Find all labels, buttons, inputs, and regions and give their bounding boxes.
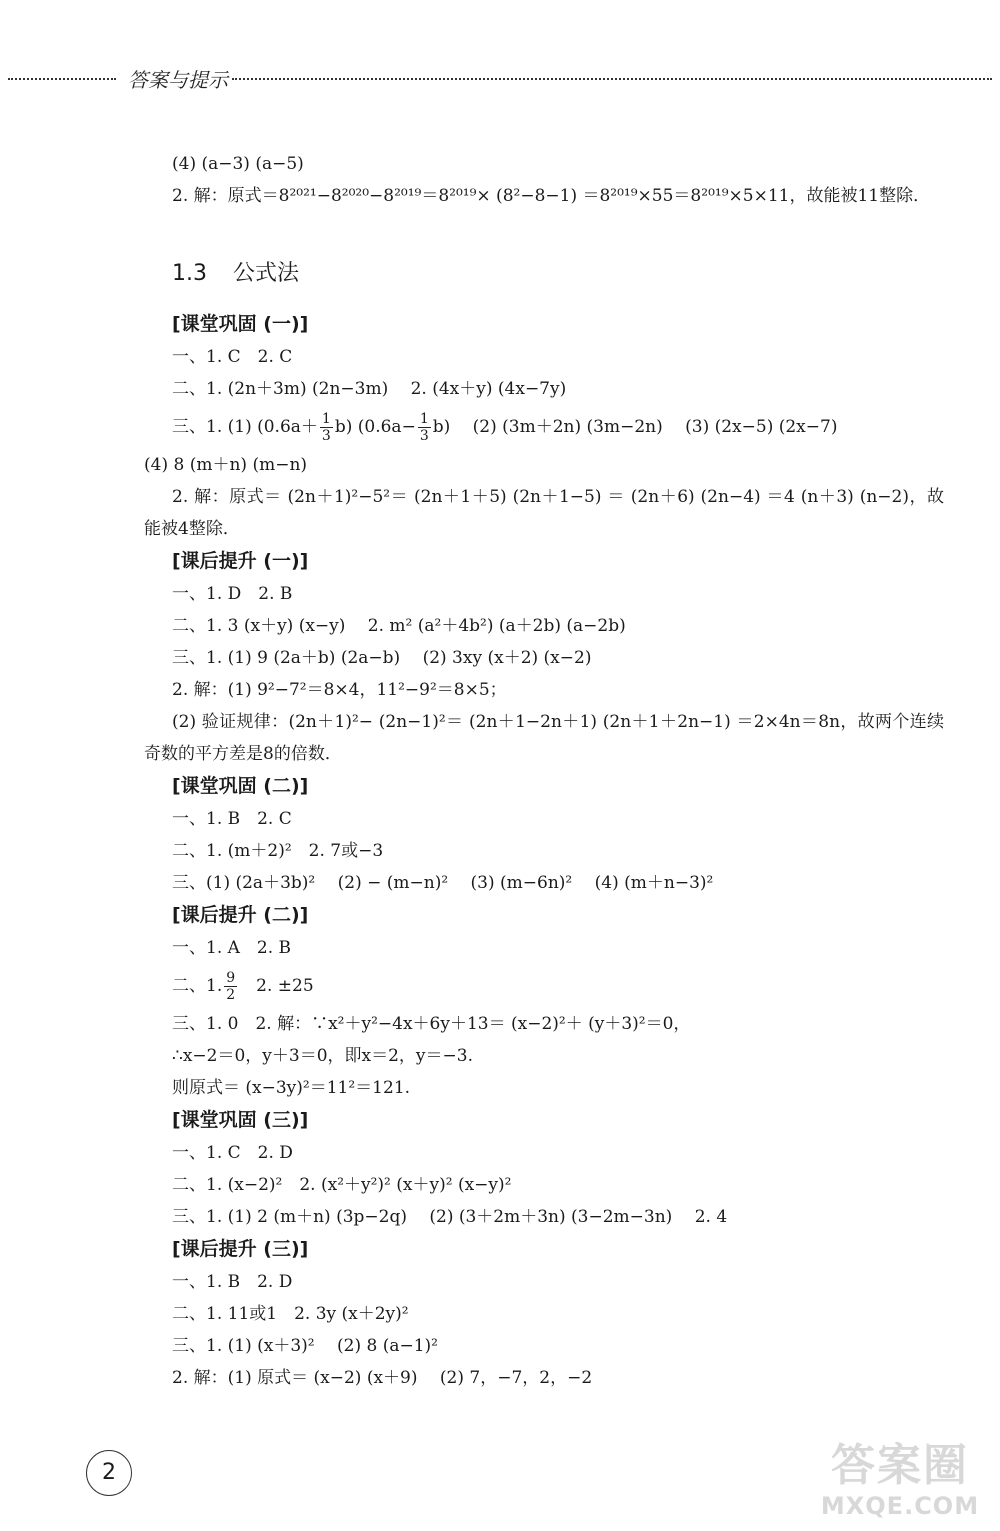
- answer-line: 2. 解：(1) 9²−7²＝8×4，11²−9²＝8×5；: [172, 680, 507, 700]
- answer-text: 二、1.: [172, 976, 223, 996]
- header-dotted-rule-right: [232, 78, 992, 80]
- subsection-heading: [课后提升 (一)]: [172, 550, 309, 572]
- page-header: [0, 62, 1000, 98]
- answer-line: 二、1. (2n＋3m) (2n−3m) 2. (4x＋y) (4x−7y): [172, 379, 567, 399]
- fraction-numerator: 1: [419, 411, 429, 427]
- page-number-badge: 2: [86, 1450, 132, 1496]
- answer-line: 二、1. 3 (x＋y) (x−y) 2. m² (a²＋4b²) (a＋2b) (a−2b): [172, 616, 626, 636]
- subsection-heading: [课堂巩固 (一)]: [172, 313, 309, 335]
- answer-line: 2. 解：(1) 原式＝ (x−2) (x＋9) (2) 7，−7，2，−2: [172, 1368, 593, 1388]
- watermark-logo: [810, 1440, 990, 1526]
- answer-line: 一、1. B 2. C: [172, 809, 292, 829]
- answer-line: 二、1. 11或1 2. 3y (x＋2y)²: [172, 1304, 409, 1324]
- subsection-heading: [课堂巩固 (二)]: [172, 775, 309, 797]
- subsection-heading: [课后提升 (三)]: [172, 1238, 309, 1260]
- fraction-denominator: 3: [419, 428, 429, 444]
- section-title: 公式法: [233, 261, 300, 286]
- answer-line-with-fraction: [144, 964, 944, 1008]
- answer-line: 一、1. A 2. B: [172, 938, 292, 958]
- subsection-heading: [课后提升 (二)]: [172, 904, 309, 926]
- fraction: [320, 411, 333, 444]
- answer-line: 三、1. (1) (x＋3)² (2) 8 (a−1)²: [172, 1336, 438, 1356]
- answer-text: b) (2) (3m＋2n) (3m−2n) (3) (2x−5) (2x−7): [432, 417, 838, 437]
- answer-text: 2. ±25: [239, 976, 314, 996]
- fraction: [418, 411, 431, 444]
- header-dotted-rule-left: [8, 78, 116, 80]
- answer-line: ∴x−2＝0，y＋3＝0，即x＝2，y＝−3.: [172, 1046, 473, 1066]
- answer-line: 则原式＝ (x−3y)²＝11²＝121.: [172, 1078, 411, 1098]
- subsection-heading: [课堂巩固 (三)]: [172, 1109, 309, 1131]
- header-title: 答案与提示: [128, 68, 228, 92]
- watermark-url: MXQE.COM: [820, 1492, 980, 1520]
- answer-line: 一、1. C 2. D: [172, 1143, 293, 1163]
- section-number: 1.3: [172, 261, 207, 286]
- answer-text: 三、1. (1) (0.6a＋: [172, 417, 318, 437]
- answer-paragraph: 2. 解：原式＝8²⁰²¹−8²⁰²⁰−8²⁰¹⁹＝8²⁰¹⁹× (8²−8−1) ＝8²⁰¹⁹×55＝8²⁰¹⁹×5×11，故能被11整除．: [172, 186, 931, 206]
- fraction-numerator: 1: [321, 411, 331, 427]
- answer-line: 二、1. (x−2)² 2. (x²＋y²)² (x＋y)² (x−y)²: [172, 1175, 512, 1195]
- fraction: [224, 970, 237, 1003]
- answer-line: 三、1. (1) 2 (m＋n) (3p−2q) (2) (3＋2m＋3n) (3−2m−3n) 2. 4: [172, 1207, 728, 1227]
- fraction-denominator: 3: [321, 428, 331, 444]
- answer-line: 三、(1) (2a＋3b)² (2) − (m−n)² (3) (m−6n)² (4) (m＋n−3)²: [172, 873, 714, 893]
- watermark-text: 答案圈: [831, 1440, 969, 1491]
- answer-line: (4) (a−3) (a−5): [172, 154, 304, 174]
- answer-line: 三、1. 0 2. 解：∵x²＋y²−4x＋6y＋13＝ (x−2)²＋ (y＋3)²＝0，: [172, 1014, 691, 1034]
- answer-paragraph: (2) 验证规律：(2n＋1)²− (2n−1)²＝ (2n＋1−2n＋1) (2n＋1＋2n−1) ＝2×4n＝8n，故两个连续奇数的平方差是8的倍数．: [144, 712, 944, 764]
- answer-line: (4) 8 (m＋n) (m−n): [144, 455, 308, 475]
- answer-line: 三、1. (1) 9 (2a＋b) (2a−b) (2) 3xy (x＋2) (x−2): [172, 648, 592, 668]
- fraction-numerator: 9: [226, 970, 236, 986]
- answer-content: [144, 148, 944, 1394]
- answer-line: 二、1. (m＋2)² 2. 7或−3: [172, 841, 384, 861]
- section-heading: [172, 258, 944, 290]
- answer-line: 一、1. C 2. C: [172, 347, 293, 367]
- answer-line: 一、1. D 2. B: [172, 584, 293, 604]
- answer-text: b) (0.6a−: [334, 417, 416, 437]
- answer-line-with-fractions: [144, 405, 944, 449]
- fraction-denominator: 2: [226, 987, 236, 1003]
- answer-line: 一、1. B 2. D: [172, 1272, 293, 1292]
- answer-paragraph: 2. 解：原式＝ (2n＋1)²−5²＝ (2n＋1＋5) (2n＋1−5) ＝ (2n＋6) (2n−4) ＝4 (n＋3) (n−2)，故能被4整除．: [144, 487, 944, 539]
